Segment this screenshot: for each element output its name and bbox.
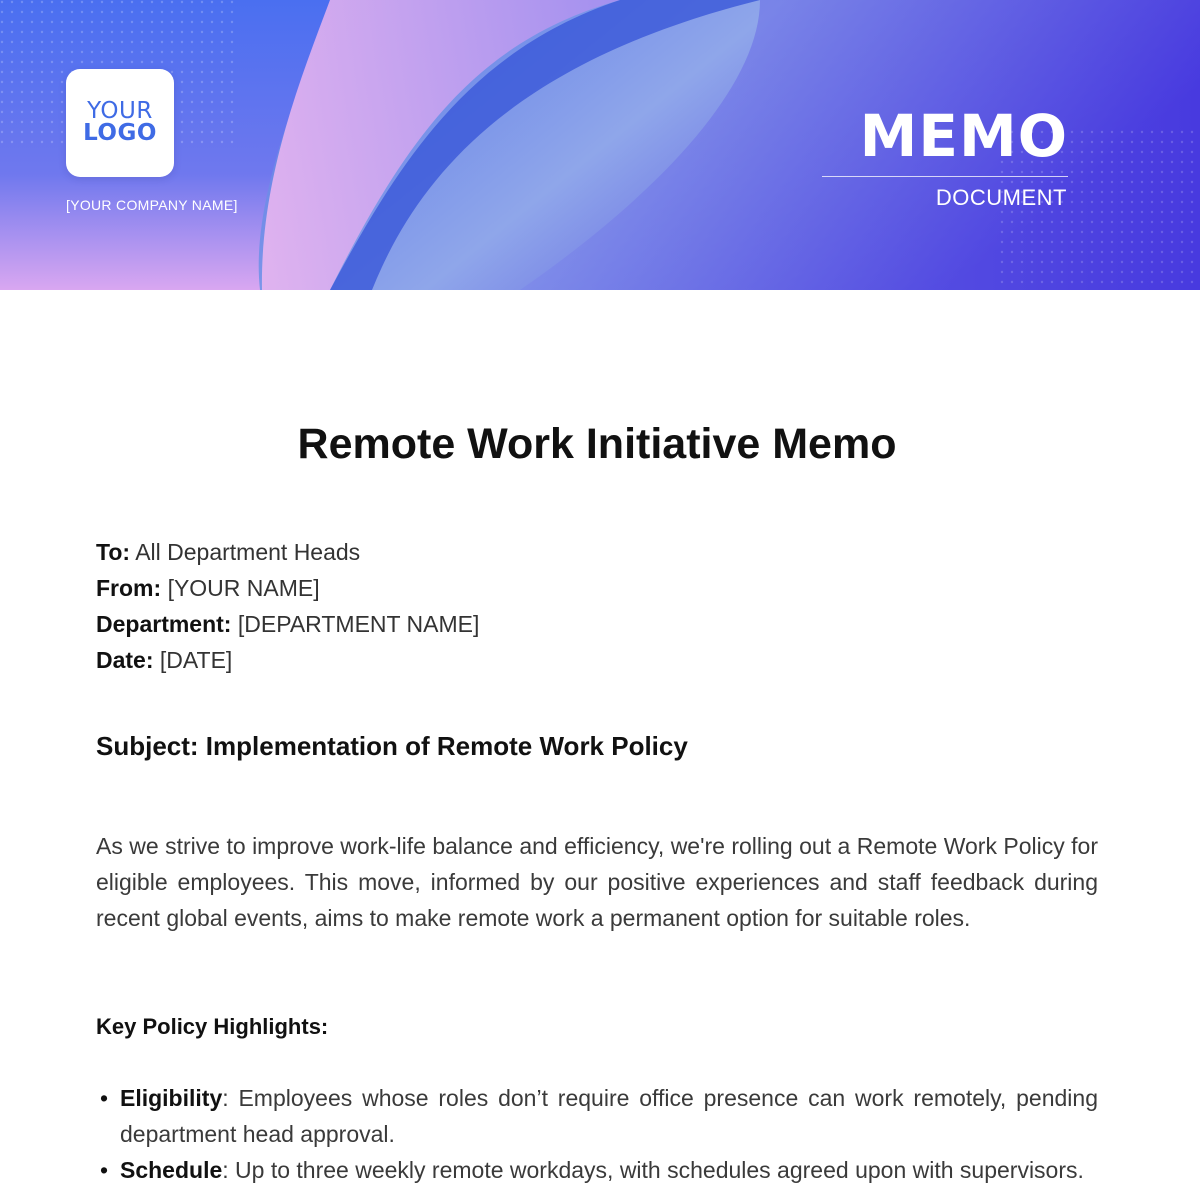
document-title: Remote Work Initiative Memo: [297, 420, 897, 468]
memo-heading: MEMO: [859, 102, 1068, 170]
memo-header-banner: [0, 0, 1200, 290]
meta-date: [96, 642, 479, 678]
memo-divider: [822, 176, 1068, 177]
logo-text-line1: YOUR: [87, 98, 153, 124]
meta-value: [DEPARTMENT NAME]: [237, 611, 480, 637]
memo-meta: [96, 534, 479, 678]
highlights-heading: Key Policy Highlights:: [96, 1014, 329, 1039]
bullet-text: : Employees whose roles don’t require office presence can work remotely, pending department head approval.: [120, 1085, 1098, 1147]
list-item: [96, 1080, 1098, 1152]
meta-label: Department:: [96, 611, 232, 637]
meta-value: [DATE]: [159, 647, 233, 673]
company-name: [YOUR COMPANY NAME]: [66, 197, 238, 213]
meta-label: From:: [96, 575, 162, 601]
meta-value: All Department Heads: [135, 539, 361, 565]
meta-label: To:: [96, 539, 131, 565]
memo-subject: Subject: Implementation of Remote Work Policy: [96, 731, 688, 761]
bullet-icon: •: [100, 1085, 109, 1111]
bullet-term: Schedule: [120, 1157, 223, 1183]
bullet-term: Eligibility: [120, 1085, 223, 1111]
meta-label: Date:: [96, 647, 154, 673]
policy-highlights-list: [96, 1080, 1098, 1188]
meta-value: [YOUR NAME]: [167, 575, 320, 601]
intro-paragraph: As we strive to improve work-life balance and efficiency, we're rolling out a Remote Work Policy for eligible employees. This move, informed by our positive experiences and staff feedback during recent global events, aims to make remote work a permanent option for suitable roles.: [96, 833, 1098, 931]
memo-subheading: DOCUMENT: [935, 185, 1067, 210]
logo-text-line2: LOGO: [83, 120, 157, 146]
meta-department: [96, 606, 479, 642]
company-logo: [66, 69, 174, 177]
meta-to: [96, 534, 479, 570]
list-item: [96, 1152, 1098, 1188]
meta-from: [96, 570, 479, 606]
bullet-icon: •: [100, 1157, 109, 1183]
bullet-text: : Up to three weekly remote workdays, with schedules agreed upon with supervisors.: [222, 1157, 1084, 1183]
